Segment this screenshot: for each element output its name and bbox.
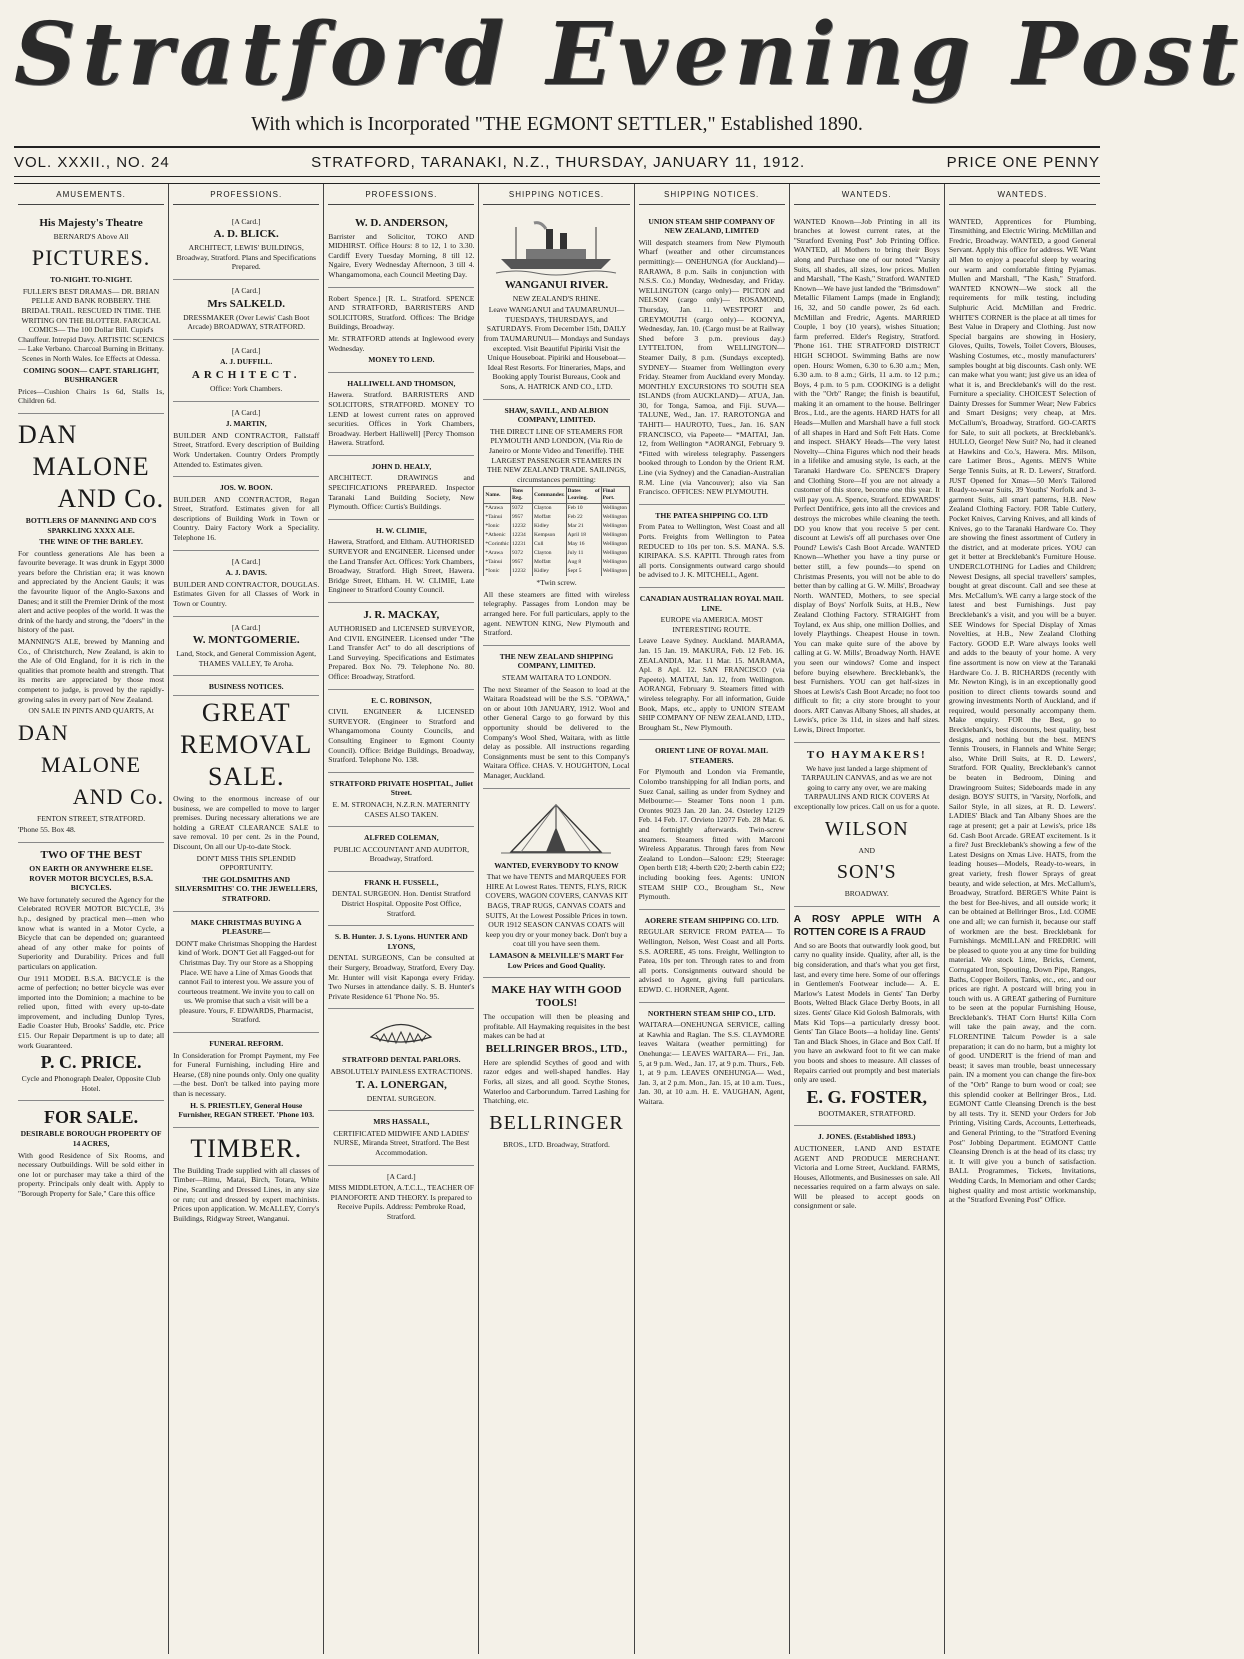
montgomerie-card [173, 617, 319, 677]
theatre-ad [18, 211, 164, 414]
union-heading: UNION STEAM SHIP COMPANY OF NEW ZEALAND, LIMITED [648, 216, 775, 236]
shaw-heading: SHAW, SAVILL, AND ALBION COMPANY, LIMITED. [504, 405, 609, 425]
healy-details: ARCHITECT. DRAWINGS and SPECIFICATIONS PREPARED. Inspector Taranaki Land Building Society, New Plymouth. Office: Curtis's Buildings. [328, 473, 475, 512]
shaw-savill-ad [483, 400, 629, 646]
on-sale: ON SALE IN PINTS AND QUARTS, At [28, 706, 154, 716]
table-cell: Mar 21 [566, 522, 601, 531]
wine-of-barley: THE WINE OF THE BARLEY. [39, 537, 143, 547]
masthead [14, 0, 1244, 142]
removal-sale-ad [173, 676, 319, 911]
table-cell: 9372 [510, 504, 532, 514]
table-row [484, 540, 629, 549]
great-heading: GREAT [201, 698, 291, 727]
northern-text: WAITARA—ONEHUNGA SERVICE, calling at Kawhia and Raglan. The S.S. CLAYMORE leaves Waitara (weather permitting) for Onehunga:— LEAVES WAITARA— Fri., Jan. 5, at 9 p.m. Wed., Jan. 17, at 9 p.m. Thurs., Feb. 1, at 9 p.m. LEAVES ONEHUNGA— Wed., Jan. 3, at 2 p.m. Mon., Jan. 15, at 10 a.m. Tues., Jan. 30, at 10 a.m. H. E. VAUGHAN, Agent, Waitara. [638, 1020, 785, 1106]
salkeld-name: Mrs SALKELD. [207, 297, 286, 310]
broadway: BROADWAY. [844, 889, 889, 899]
column-heading: WANTEDS. [794, 184, 940, 205]
canadian-text: Leave Leave Sydney. Auckland. MARAMA, Jan. 15 Jan. 19. MAKURA, Feb. 12 Feb. 16. ZEALANDIA, Mar. 11 Mar. 15. MARAMA, Apl. 8 Apl. 12. SAN FRANCISCO (via Papeete). MAITAI, Jan. 12, from Wellington. AORANGI, February 9. Steamers fitted with wireless telegraphy. For all information, Guide Book, Maps, etc., apply to UNION STEAM SHIP COMPANY OF NEW ZEALAND, LTD., Brougham St., New Plymouth. [638, 636, 785, 732]
northern-heading: NORTHERN STEAM SHIP CO., LTD. [647, 1008, 776, 1018]
column-professions-1 [169, 184, 324, 1654]
coming-soon: COMING SOON— CAPT. STARLIGHT, BUSHRANGER [23, 365, 159, 385]
climie-details: Hawera, Stratford, and Eltham. AUTHORISED SURVEYOR and ENGINEER. Licensed under the Land Transfer Act. Offices: York Chambers, Broadway, Stratford. High Street, Hawera. Bridge Street, Eltham. H. W. CLIMIE, Late Engineer to Stratford County Council. [328, 537, 475, 595]
fenton-street: FENTON STREET, STRATFORD. [36, 813, 146, 823]
hay-ad [483, 978, 629, 1156]
malone-heading: MALONE [32, 451, 150, 481]
anderson-card [328, 211, 474, 288]
nz-shipping-ad [483, 646, 629, 789]
card-label: [A Card.] [231, 285, 261, 295]
lonergan-details: DENTAL SURGEON. [366, 1093, 436, 1103]
manning-text: MANNING'S ALE, brewed by Manning and Co., of Christchurch, New Zealand, is akin to the Ale of Old England, for it is rich in the qualities that promote health and strength. That its merits are appreciated by those most competent to judge, is proved by the rapidly-growing sales in every part of New Zealand. [18, 637, 165, 704]
funeral-text: In Consideration for Prompt Payment, my Fee for Funeral Furnishing, including Hire and Hearse, (£8) nine pounds only. Only one quality—the best. Don't be talked into paying more than is necessary. [173, 1050, 320, 1099]
malone-heading-2: MALONE [41, 751, 142, 777]
shaw-more: All these steamers are fitted with wireless telegraphy. Passages from London may be arranged here. For full particulars, apply to the agent. NEWTON KING, New Plymouth and Stratford. [483, 589, 630, 638]
coleman-details: PUBLIC ACCOUNTANT AND AUDITOR, Broadway, Stratford. [333, 844, 470, 864]
apple-heading: A ROSY APPLE WITH A ROTTEN CORE IS A FRAUD [793, 913, 940, 938]
salkeld-details: DRESSMAKER (Over Lewis' Cash Boot Arcade) BROADWAY, STRATFORD. [183, 312, 310, 332]
dan-malone-ad [18, 414, 164, 843]
money-to-lend: MONEY TO LEND. [368, 355, 435, 365]
table-cell: Moffatt [533, 558, 567, 567]
table-cell: Feb 22 [566, 513, 601, 522]
borough-text: With good Residence of Six Rooms, and necessary Outbuildings. Will be sold either in one lot or purchaser may take a third of the property. Principals only dealt with. Apply to "Borough Property for Sale," Care this office [18, 1150, 165, 1198]
column-heading: AMUSEMENTS. [18, 184, 164, 205]
table-cell: *Athenic [484, 531, 511, 540]
healy-name: JOHN D. HEALY, [371, 461, 432, 471]
table-cell: Wellington [601, 522, 629, 531]
hunter-name: S. B. Hunter. J. S. Lyons. HUNTER AND LYONS, [334, 932, 468, 951]
hay-heading: MAKE HAY WITH GOOD TOOLS! [491, 984, 622, 1010]
table-cell: Wellington [601, 549, 629, 558]
table-cell: 9957 [510, 513, 532, 522]
union-steam-ad [639, 211, 785, 505]
wilson-heading: WILSON [824, 817, 909, 840]
columns [14, 183, 1100, 1654]
boon-name: JOS. W. BOON. [219, 483, 273, 493]
foster-name: E. G. FOSTER, [806, 1086, 928, 1107]
price: PRICE ONE PENNY [946, 153, 1100, 171]
column-shipping-2 [635, 184, 790, 1654]
coleman-name: ALFRED COLEMAN, [364, 833, 439, 843]
mackay-details: AUTHORISED and LICENSED SURVEYOR, And CIVIL ENGINEER. Licensed under "The Land Transfer Act" to do all descriptions of Land Surveying. Specifications and Estimates Prepared. Box No. 79. Telephone No. 80. Office: Broadway, Stratford. [328, 624, 475, 681]
table-cell: Kidley [533, 567, 567, 576]
aorere-text: REGULAR SERVICE FROM PATEA— To Wellington, Nelson, West Coast and all Ports. S.S. AORERE, 45 tons. Freight, Wellington to Patea, 10s per ton. Through rates to and from all ports. Consignments outward should be advised to Agent, giving full particulars. EDWD. C. HORNER, Agent. [638, 927, 785, 994]
theatre-sub: BERNARD'S Above All [53, 231, 129, 241]
removal-heading: REMOVAL [180, 730, 313, 759]
healy-card [328, 456, 474, 520]
funeral-heading: FUNERAL REFORM. [209, 1039, 284, 1049]
jones-ad [794, 1126, 940, 1218]
pc-price: P. C. PRICE. [40, 1052, 142, 1073]
card-label: [A Card.] [387, 1171, 416, 1181]
card-label: [A Card.] [231, 556, 261, 566]
place-date: STRATFORD, TARANAKI, N.Z., THURSDAY, JANUARY 11, 1912. [311, 153, 806, 171]
column-heading: WANTEDS. [949, 184, 1096, 205]
column-heading: SHIPPING NOTICES. [483, 184, 629, 205]
robinson-name: E. C. ROBINSON, [371, 695, 432, 705]
duffill-name: A. J. DUFFILL. [220, 357, 273, 367]
fussell-card [328, 872, 474, 926]
blick-card [173, 211, 319, 280]
stratford-inglewood: Mr. STRATFORD attends at Inglewood every Wednesday. [328, 333, 475, 353]
nzship-heading: THE NEW ZEALAND SHIPPING COMPANY, LIMITED. [499, 651, 614, 671]
and-word: AND [858, 845, 875, 855]
table-row [484, 549, 629, 558]
table-cell: *Arawa [484, 549, 511, 558]
waitara-london: STEAM WAITARA TO LONDON. [501, 673, 612, 683]
halliwell-name: HALLIWELL AND THOMSON, [347, 378, 456, 388]
borough-property: DESIRABLE BOROUGH PROPERTY OF 14 ACRES, [20, 1129, 162, 1149]
price-dealer: Cycle and Phonograph Dealer, Opposite Club Hotel. [21, 1074, 161, 1093]
tonight: TO-NIGHT. TO-NIGHT. [50, 275, 132, 285]
hay-more: Here are splendid Scythes of good and with razor edges and well-shaped handles. Hay Forks, all sizes, and all good. Scythe Stones, Waterloo and Carborundum. Tarred Lashing for Thatching, etc. [483, 1057, 630, 1106]
table-cell: *Corinthic [485, 541, 509, 548]
masthead-title: Stratford Evening Post [14, 4, 1244, 105]
table-row [484, 567, 629, 576]
york-office: Office: York Chambers. [210, 383, 283, 393]
table-cell: Moffatt [533, 513, 567, 522]
wanganui-heading: WANGANUI RIVER. [504, 278, 609, 291]
for-sale-ad [18, 1101, 164, 1205]
business-notices-heading: BUSINESS NOTICES. [173, 682, 319, 696]
hunter-card [328, 926, 474, 1009]
boon-details: BUILDER AND CONTRACTOR, Regan Street, Stratford. Estimates given for all descriptions of Building Work in Town or Country. Dairy Factory Work a Speciality. Telephone 16. [173, 494, 320, 543]
climie-card [328, 520, 474, 603]
canadian-heading: CANADIAN AUSTRALIAN ROYAL MAIL LINE. [639, 593, 784, 613]
table-cell: 12234 [510, 531, 532, 540]
northern-ad [639, 1003, 785, 1114]
bicycle-ad [18, 843, 164, 1101]
hospital-name: STRATFORD PRIVATE HOSPITAL, Juliet Street. [329, 778, 474, 798]
two-best: TWO OF THE BEST [40, 848, 142, 861]
table-row [484, 513, 629, 522]
patea-heading: THE PATEA SHIPPING CO. LTD [655, 510, 768, 520]
table-cell: Sept 5 [566, 567, 601, 576]
halliwell-details: Hawera. Stratford. BARRISTERS AND SOLICITORS, STRATFORD. MONEY TO LEND at lowest current rates on approved securities. Offices in York Chambers, Broadway. Herbert Halliwell] [Percy Thomson Hawera. Stratford. [328, 390, 475, 448]
dan-heading: DAN [18, 419, 78, 449]
mackay-name: J. R. MACKAY, [363, 609, 440, 621]
spence-card [328, 288, 474, 373]
jones-text: AUCTIONEER, LAND AND ESTATE AGENT AND PRODUCE MERCHANT. Victoria and Lorne Street, Auckland. FARMS, Houses, Allotments, and Businesses on sale. All necessaries required on a farm always on sale. Will be pleased to accept goods on consignment or sale. [793, 1143, 940, 1211]
canadian-ad [639, 588, 785, 740]
orient-text: For Plymouth and London via Fremantle, Colombo transhipping for all Indian ports, and Suez Canal, sailing as under from Sydney and Melbourne:— Steamer Tons noon 1 p.m. Orontes 9023 Jan. 20 Jan. 24. Osterley 12129 Feb. 14 Feb. 17. Orvieto 12077 Feb. 28 Mar. 6. and fortnightly afterwards. Twin-screw steamers. Steamers fitted with Marconi Wireless Apparatus. Through fares from New Zealand to London—Saloon: £29; Steerage: Open berth £18; 4-berth £20; 2-berth cabin £22; including booking fees. Agents: UNION STEAM SHIP CO., Brougham St., New Plymouth. [638, 767, 785, 902]
table-cell: *Ionic [484, 522, 511, 531]
table-cell: Kempson [533, 531, 567, 540]
table-cell: Kidley [533, 522, 567, 531]
robinson-details: CIVIL ENGINEER & LICENSED SURVEYOR. (Engineer to Stratford and Whangamomona County Councils, and Consulting Engineer to Egmont County Council). Office: Bridge Buildings, Broadway, Stratford. Telephone No. 138. [328, 707, 475, 765]
table-cell: Wellington [601, 504, 629, 514]
table-cell: 12231 [510, 540, 532, 549]
table-row [484, 522, 629, 531]
table-row [484, 504, 629, 514]
theatre-prices: Prices—Cushion Chairs 1s 6d, Stalls 1s, Children 6d. [18, 386, 165, 406]
funeral-ad [173, 1033, 319, 1128]
bellringer-heading: BELLRINGER [489, 1111, 624, 1134]
table-row [484, 531, 629, 540]
card-label: [A Card.] [231, 622, 261, 632]
andco-heading-2: AND Co. [72, 783, 165, 809]
table-header-cell: Tons Reg. [510, 487, 532, 504]
orient-ad [639, 740, 785, 910]
hassall-card [328, 1111, 474, 1165]
haymakers-heading: TO HAYMAKERS! [806, 748, 927, 761]
bike-models: ON EARTH OR ANYWHERE ELSE. ROVER MOTOR BICYCLES, B.S.A. BICYCLES. [29, 863, 153, 893]
boots-ad [794, 907, 940, 1127]
bsa-text: Our 1911 MODEL B.S.A. BICYCLE is the acme of perfection; no better bicycle was ever imported into the Dominion; a machine to be relied upon, fitted with every up-to-date improvement, and including Dunlop Tyres, Eadie Coaster Hub, Brooks' Saddle, etc. Price £15. Our Repair Department is up to date; all work Guaranteed. [18, 973, 165, 1050]
table-header-cell: Dates of Leaving. [566, 487, 601, 504]
martin-name: J. MARTIN, [225, 419, 267, 429]
climie-name: H. W. CLIMIE, [375, 525, 427, 535]
table-cell: *Ionic [484, 567, 511, 576]
ale-text: For countless generations Ale has been a favourite beverage. It was drunk in Egypt 3000 years before the Christian era; it was known and appreciated by the Ancient Gauls; it was the favourite liquor of the Anglo-Saxons and Danes; and it still the Premier Drink of the most alert and active peoples of the world. It was the drink of the hardy and strong, the "doers" in the history of the past. [18, 548, 165, 635]
aorere-heading: AORERE STEAM SHIPPING CO. LTD. [644, 915, 779, 925]
lonergan-name: T. A. LONERGAN, [355, 1078, 447, 1091]
goldsmiths: THE GOLDSMITHS AND SILVERSMITHS' CO. THE JEWELLERS, STRATFORD. [174, 874, 318, 903]
for-sale-heading: FOR SALE. [44, 1107, 139, 1128]
removal-text: Owing to the enormous increase of our business, we are compelled to move to larger premises. During necessary alterations we are holding a GREAT CLEARANCE SALE to save removal. 10 per cent. 2s in the Pound, Discount, On all our Up-to-date Stock. [173, 794, 320, 851]
hay-text: The occupation will then be pleasing and profitable. All Haymaking requisites in the best makes can be had at [483, 1012, 630, 1041]
davis-name: A. J. DAVIS. [225, 568, 267, 578]
hassall-details: CERTIFICATED MIDWIFE AND LADIES' NURSE, Miranda Street, Stratford. The Best Accommodation. [333, 1128, 470, 1157]
priestley: H. S. PRIESTLEY, General House Furnisher, REGAN STREET. 'Phone 103. [178, 1100, 315, 1120]
masthead-subtitle: With which is Incorporated "THE EGMONT SETTLER," Established 1890. [251, 113, 863, 135]
bottlers: BOTTLERS OF MANNING AND CO'S SPARKLING XXXX ALE. [25, 515, 157, 535]
dont-miss: DON'T MISS THIS SPLENDID OPPORTUNITY. [196, 853, 296, 873]
mackay-card [328, 603, 474, 690]
hunter-details: DENTAL SURGEONS, Can be consulted at their Surgery, Broadway, Stratford, Every Day. Mr. Hunter will visit Kaponga every Friday. Two Nurses in attendance daily. S. B. Hunter's Private Residence 61 'Phone No. 95. [328, 953, 475, 1001]
column-wanteds-2 [945, 184, 1100, 1654]
teeth-icon [366, 1017, 436, 1051]
table-header-cell: Name. [484, 487, 511, 504]
davis-details: BUILDER AND CONTRACTOR, DOUGLAS. Estimates Given for all Classes of Work in Town or Country. [173, 579, 320, 609]
duffill-card [173, 340, 319, 402]
tents-ad [483, 789, 629, 979]
union-text: Will despatch steamers from New Plymouth Wharf (weather and other circumstances permitting):— ONEHUNGA (for Auckland)— RARAWA, 8 p.m. Sails in conjunction with N.S.S. Co.) Monday, Wednesday, and Friday. WELLINGTON (cargo only)— PICTON and NELSON (cargo only)— ROSAMOND, Thursday, Jan. 11. WESTPORT and GREYMOUTH (cargo only)— KOONYA, Wednesday, Jan. 10. (Cargo must be at Railway Shed before 3 p.m. previous day.) LYTTELTON, from WELLINGTON— Steamer Daily, 8 p.m. (Sundays excepted). SYDNEY— Steamer from Wellington every Friday. Steamer from Auckland every Monday. MONTHLY EXCURSIONS TO SOUTH SEA ISLANDS (from AUCKLAND)— ATUA, Jan. 30, for Tonga, Samoa, and Fiji. SUVA— TALUNE, Wed., Jan. 17. RAROTONGA and TAHITI— HAUROTO, Tues., Jan. 16. SAN FRANCISCO, via Papeete— *MAITAI, Jan. 12, from Wellington *AORANGI, February 9. *Fitted with wireless telegraphy. Passengers booked through to London by the Orient R.M. Line (via Sydney) and the Canadian-Australian R.M. Line (via Vancouver); also via San Francisco. OFFICES: NEW PLYMOUTH. [638, 237, 785, 497]
apple-text: And so are Boots that outwardly look good, but carry no quality inside. Quality, after all, is the big consideration, and that's what you get first, last, and every time here. Some of our offerings in Gentlemen's Footwear include— A. E. Marlow's Latest Models in Gents' Tan Derby Boots, Welted Black Glace Derby Boots, in all sizes. Gents' Glace Kid Golosh Balmorals, with Mats Kid Tops—a particularly dressy boot. Gents' Tan Glace Boots—a holiday line. Gents' Tan and Black Shoes, in Glace and Box Calf. If you have an awkward foot to fit we can make you boots and shoes to measure. All classes of Repairs carried out promptly and best materials only are used. [793, 940, 940, 1085]
montgomerie-name: W. MONTGOMERIE. [192, 634, 300, 647]
sailings-table [483, 486, 629, 576]
table-cell: April 18 [566, 531, 601, 540]
wanteds-list-2 [949, 211, 1096, 1212]
table-cell: Cull [533, 540, 567, 549]
fussell-details: DENTAL SURGEON. Hon. Dentist Stratford District Hospital. Opposite Post Office, Stratford. [331, 889, 471, 918]
spence-details: Robert Spence.] [R. L. Stratford. SPENCE AND STRATFORD, BARRISTERS AND SOLICITORS, Stratford. Offices: The Bridge Buildings, Broadway. [328, 293, 475, 332]
table-header-cell: Final Port. [601, 487, 629, 504]
wanganui-text: Leave WANGANUI and TAUMARUNUI— TUESDAYS, THURSDAYS, and SATURDAYS. From December 15th, DAILY from TAUMARUNUI— Mondays and Sundays excepted. Visit Beautiful Pipiriki Visit the Unique Houseboat. Pipiriki and Houseboat—Ideal Rest Resorts. For Itineraries, Maps, and Booking apply Tourist Bureaus, Cook and Sons, A. HATRICK AND CO., LTD. [483, 305, 630, 391]
bellringer-ltd: BELLRINGER BROS., LTD., [485, 1042, 628, 1055]
wanteds-list [794, 211, 940, 743]
twin-screw: *Twin screw. [536, 578, 577, 588]
table-cell: 9372 [510, 549, 532, 558]
table-cell: Wellington [601, 540, 629, 549]
table-cell: *Tainui [484, 513, 511, 522]
column-professions-2 [324, 184, 479, 1654]
patea-ad [639, 505, 785, 588]
table-cell: 12232 [510, 522, 532, 531]
anderson-name: W. D. ANDERSON, [354, 216, 448, 229]
hospital-card [328, 773, 474, 827]
tents-text: That we have TENTS and MARQUEES FOR HIRE At Lowest Rates. TENTS, FLYS, RICK COVERS, WAGON COVERS, CANVAS KIT BAGS, TRAP RUGS, CANVAS COATS and SUITS, At the Lowest Possible Prices in town. OUR 1912 SEASON CANVAS COATS will keep you dry or your money back. Don't buy a coat till you have seen them. [485, 872, 628, 949]
halliwell-card [328, 373, 474, 456]
table-cell: *Arawa [484, 504, 511, 514]
rhine: NEW ZEALAND'S RHINE. [512, 293, 601, 303]
bros-ltd: BROS., LTD. Broadway, Stratford. [503, 1139, 610, 1149]
wanganui-river-ad [483, 211, 629, 400]
steamship-icon [496, 219, 616, 275]
timber-text: The Building Trade supplied with all classes of Timber—Rimu, Matai, Birch, Totara, White Pine, Scantling and Dressed Lines, in any size or run; cut and dressed by expert machinists. Prices upon application. W. McALLEY, Corry's Buildings, Ridgway Street, Wanganui. [173, 1165, 320, 1223]
table-cell: Clayton [533, 504, 567, 514]
drama-list: FULLER'S BEST DRAMAS— DR. BRIAN PELLE AND BANK ROBBERY. THE BRIDAL TRAIL. RESCUED IN TIME. THE WRITING ON THE BLOTTER. FARCICAL COMICS— The 100 Dollar Bill. Cupid's Chauffeur. Intrepid Davy. ARTISTIC SCENICS— Lake Verbano. Charcoal Burning in Brittany. Scenes in North Wales. Ice Effects at Odessa. [18, 286, 165, 363]
nzship-text: The next Steamer of the Season to load at the Waitara Roadstead will be the S.S. "OPAWA," on or about 10th JANUARY, 1912. Wool and other General Cargo to go forward by this opportunity should be delivered to the Company's Wool Shed, Waitara, with as little delay as possible. All instructions regarding Consignments must be sent to this Company's Waitara Office. CHAS. V. HOUGHTON, Local Manager, Auckland. [483, 684, 630, 780]
architect-title: ARCHITECT. [191, 368, 301, 381]
aorere-ad [639, 910, 785, 1003]
martin-details: BUILDER AND CONTRACTOR, Fallstaff Street, Stratford. Every description of Building Work Undertaken. Country Orders Promptly Attended to. Estimates given. [173, 430, 320, 469]
shaw-text: THE DIRECT LINE OF STEAMERS FOR PLYMOUTH AND LONDON, (Via Rio de Janeiro or Monte Video and Teneriffe). THE LARGEST PASSENGER STEAMERS IN THE NEW ZEALAND TRADE. SAILINGS, circumstances permitting: [487, 426, 626, 484]
wanted-everybody: WANTED, EVERYBODY TO KNOW [494, 860, 619, 870]
sale-heading: SALE. [207, 762, 285, 791]
foster-sub: BOOTMAKER, STRATFORD. [818, 1108, 916, 1118]
painless: ABSOLUTELY PAINLESS EXTRACTIONS. [330, 1067, 473, 1076]
column-heading: SHIPPING NOTICES. [639, 184, 785, 205]
card-label: [A Card.] [231, 345, 261, 355]
boon-card [173, 477, 319, 551]
davis-card [173, 551, 319, 617]
blick-details: ARCHITECT, LEWIS' BUILDINGS, Broadway, Stratford. Plans and Specifications Prepared. [176, 243, 316, 272]
haymakers-text: We have just landed a large shipment of TARPAULIN CANVAS, and as we are not going to carry any over, we are making TARPAULINS AND RICK COVERS At exceptionally low prices. Call on us for a quote. [794, 763, 940, 812]
haymakers-ad [794, 743, 940, 907]
stronach: E. M. STRONACH, N.Z.R.N. MATERNITY CASES ALSO TAKEN. [332, 799, 471, 819]
table-row [484, 558, 629, 567]
wanteds-text-2: WANTED, Apprentices for Plumbing, Tinsmithing, and Electric Wiring. McMillan and Fredric, Broadway. WANTED, a good General Servant. Apply this office for address. WE Want all Men to enjoy a peaceful sleep by wearing our warm and comfortable fitting Pyjamas. Mullen and Marshall, "The Kash," Stratford. WANTED KNOWN—We stock all the requirements for milk testing, including Sulphuric Acid. McMillan and Fredric. WHITE'S CORNER is the place at all times for Best Value in Drapery and Clothing. Just now Special bargains are showing in Hosiery, Gloves, Quilts, Towels, Toilet Covers, Blouses, Washing Costumes, etc., mostly manufacturers' samples bought at big discounts. Cash only. WE can make what you want; just give us an idea of what it is, and Brecklebank's will do the rest. Furniture a speciality. CHOICEST Selection of Dainty Dresses for Summer Wear; New Fabrics and Smart Designs; very cheap, at Mrs. McCallum's, Broadway, Stratford. GO-CARTS for Sale, to suit all pockets, at Brecklebank's. HULLO, George! New Suit? No, had it cleaned at Hawkins and Co.'s, Hawera. Mrs. Milson, care Latimer Bros., Agents. MEN'S White Serge Tennis Suits, at R. D. Lewers', Stratford. JUST Opened for Xmas—50 Men's Tailored Ready-to-wear Suits, 39 Youths' Norfolk and 3-garment Suits, all smart patterns, H.B. New Zealand Clothing Factory. FOR Table Cutlery, Pocket Knives, Carving Knives, and all kinds of Knives, go to the Taranaki Hardware Co. They are showing the finest assortment of Cutlery in the district, and at moderate prices. YOU can get it better at Brecklebank's Furniture House. UNDERCLOTHING for Ladies and Children; Newest Designs, all special travellers' samples, bought at great discount. Call and see these at Mrs. McCallum's. WE carry a large stock of the latest and best Furnishings. Just pay Brecklebank's a visit, and you will be a buyer. SEE Windows for Special Display of Xmas Novelties, at H.B., New Zealand Clothing Factory. GOOD E.P. Ware always looks well and adds to the beauty of your home. A very fine assortment is now on view at the Taranaki Hardware Co. J. B. RICHARDS (recently with Mr. Newton King), is in an exceptionally good position to direct clients towards sound and growing investments North of Auckland, and if required, would personally accompany them. Make enquiry. FOR the Best, go to Brecklebank's, best discounts, best quality, best designs, and nothing but the best. MEN'S Tennis Trousers, in Flannels and White Serge; also, White Drill Suits, at R. D. Lewers', Stratford. FOR Quality, Brecklebank's cannot be beaten in Bedroom, Dining and Drawingroom Suites; Sideboards made in any design. BOYS' SUITS, in 'Varsity, Norfolk, and Sailor Style, in all sizes, at R. D. Lewers'. LADIES' Black and Tan Albany Shoes are the rage at present; get a pair at Lewis's, price 18s 6d. Cash Boot Arcade. GREAT excitement. Is it a fire? Just Brecklebank's showing a few of the Latest Designs on Xmas Live. HATS, from the leading houses—Models, Ready-to-wears, in great variety, fresh flower Sprays of great beauty, and wide selection, at Mrs. McCallum's, Broadway, Stratford. BERGE'S White Paint is the best for Bee-hives, and all outside work; it can be obtained at Bellringer Bros., Ltd. COME one and all; we can furnish it, because our staff of workmen are the best. Brecklebank for Furnishings. McMILLAN and FREDRIC will be pleased to quote you at any time for building material. We stock Lime, Bricks, Cement, Corrugated Iron, Spouting, Down Pipe, Ranges, Baths, Copper Boilers, Tanks, etc., etc., and our prices are right. A postcard will bring you in touch with us. A GREAT gathering of Furniture to be seen at the popular Furnishing House, Brecklebank's. THAT Corn Hurts! Killa Corn will take the pain away, and the corn. FLORENTINE Talcum Powder is a sale preparation; it can do no harm, but a mighty lot of good. UNDERIT is the friend of man and beast; it saves man trouble, beast unnecessary pain. IN a moment you can change the fire-box of the "Orb" Range to burn wood or coal; see this splendid cooker at Bellringer Bros., Ltd. EGMONT Cattle Cleansing Drench is the best by all tests. Try it. SEND your Orders for Job Printing, Visiting Cards, Accounts, Letterheads, and General Printing, to the "Stratford Evening Post" Jobbing Department. EGMONT Cattle Cleansing Drench is at the head of its class; try it. It will give you a bunch of satisfaction. BALL Programmes, Tickets, Invitations, Wedding Cards, In Memoriam and other Cards; highest quality and most artistic workmanship, at the "Stratford Evening Post" Office. [948, 216, 1096, 1205]
fussell-name: FRANK H. FUSSELL, [364, 877, 439, 887]
column-shipping-1 [479, 184, 634, 1654]
dental-parlors-ad [328, 1009, 474, 1111]
middleton-details: MISS MIDDLETON, A.T.C.L., TEACHER OF PIANOFORTE AND THEORY. Is prepared to Receive Pupils. Address: Pembroke Road, Stratford. [328, 1183, 474, 1221]
dateline [14, 146, 1100, 177]
orient-heading: ORIENT LINE OF ROYAL MAIL STEAMERS. [655, 746, 769, 765]
table-cell: Wellington [601, 567, 629, 576]
christmas-text: DON'T make Christmas Shopping the Hardest kind of Work. DON'T Get all Fagged-out for Christmas Day. Try our Store as a Shopping Place. WE have a Line of Xmas Goods that cannot Fail to interest you. We assure you of courteous treatment. We invite you to call on us. We promise that such a visit will be a pleasure. Yours, F. EDWARDS, Pharmacist, Stratford. [175, 938, 317, 1025]
christmas-heading: MAKE CHRISTMAS BUYING A PLEASURE— [190, 917, 302, 937]
tent-icon [501, 797, 611, 857]
patea-text: From Patea to Wellington, West Coast and all Ports. Freights from Wellington to Patea REDUCED to 10s per ton. S.S. MANA. S.S. KIRIPAKA. S.S. KAPITI. Through rates from all ports. Consignments outward cargo should be advised to J. K. MITCHELL, Agent. [638, 522, 785, 580]
table-cell: July 11 [566, 549, 601, 558]
timber-ad [173, 1128, 319, 1231]
volume-number: VOL. XXXII., NO. 24 [14, 153, 170, 171]
hassall-name: MRS HASSALL, [373, 1117, 430, 1127]
pictures-heading: PICTURES. [31, 245, 151, 271]
table-cell: Clayton [533, 549, 567, 558]
timber-heading: TIMBER. [190, 1133, 303, 1163]
table-cell: *Tainui [484, 558, 511, 567]
column-heading: PROFESSIONS. [173, 184, 319, 205]
table-header-cell: Commander. [533, 487, 567, 504]
lamason: LAMASON & MELVILLE'S MART For Low Prices and Good Quality. [489, 950, 624, 970]
anderson-details: Barrister and Solicitor, TOKO AND MIDHIRST. Office Hours: 8 to 12, 1 to 3.30. Cardiff Every Tuesday Morning, 8 till 12. Ngaire, Every Wednesday Afternoon, 3 till 4. Whangamomona, each Council Meeting Day. [328, 231, 475, 279]
column-amusements [14, 184, 169, 1654]
table-cell: Wellington [601, 513, 629, 522]
dan-heading-2: DAN [18, 719, 69, 745]
table-cell: May 16 [566, 540, 601, 549]
montgomerie-details: Land, Stock, and General Commission Agent, THAMES VALLEY, Te Aroha. [176, 649, 317, 668]
martin-card [173, 402, 319, 478]
coleman-card [328, 827, 474, 872]
table-cell: 12232 [510, 567, 532, 576]
phone-box: 'Phone 55. Box 48. [18, 825, 76, 835]
table-cell: Aug 8 [566, 558, 601, 567]
table-cell: 9957 [510, 558, 532, 567]
card-label: [A Card.] [231, 216, 261, 226]
middleton-card [328, 1166, 474, 1229]
andco-heading: AND Co. [57, 483, 165, 513]
table-cell: Wellington [601, 558, 629, 567]
card-label: [A Card.] [231, 407, 261, 417]
theatre-name: His Majesty's Theatre [39, 216, 143, 229]
jones-name: J. JONES. (Established 1893.) [818, 1132, 916, 1142]
rover-text: We have fortunately secured the Agency for the Celebrated ROVER MOTOR BICYCLE, 3½ h.p., designed by practical men—men who know what is wanted in a Motor Cycle, a Bicycle that can be depended on; guaranteed ahead of any other make for points of Superiority and Durability. Prices and full particulars on application. [18, 894, 165, 971]
blick-name: A. D. BLICK. [213, 228, 279, 241]
parlors-name: STRATFORD DENTAL PARLORS. [342, 1055, 461, 1065]
sons-heading: SON'S [836, 861, 897, 884]
table-cell: Wellington [601, 531, 629, 540]
wanteds-text: WANTED Known—Job Printing in all its branches at lowest current rates, at the "Stratford Evening Post" Job Printing Office. WANTED, all Mothers to bring their Boys along and Purchase one of our noted "Varsity Suits, all shades, all sizes, low prices. Mullen and Marshall, "The Kash," Stratford. WANTED Known—We have just landed the "Brimsdown" Metallic Filament Lamps (made in England); 16, 32, and 50 candle power, 2s 6d each. McMillan and Fredric, Agents. MARRIED Couple, 1 boy (10 years), wishes Situation; farm preferred. Elder's Registry, Stratford. 'Phone 161. THE STRATFORD DISTRICT HIGH SCHOOL Swimming Baths are now open. Hours: Women, 6.30 to 6.30 a.m.; Men, 6.30 a.m. to 8 a.m.; Girls, 11 a.m. to 12 p.m.; Boys, 4 p.m. to 5 p.m. COOKING is a delight with the "Orb" Range; the finish is beautiful, making it an ornament to the house. Bellringer Bros., Ltd., are the agents. HARD HATS for all Heads—Mullen and Marshall have a full stock of all shapes in Hard and Soft Felt Hats. Come and inspect. SHAKY Heads—The very latest Novelty—China Figures which nod their heads in a lifelike and amusing style, 1s each, at the Taranaki Hardware Co. SPENCE'S Drapery and Clothing Store—If you are not already a customer of this store, become one this year. It will pay you. A. Spence, Stratford. EDWARDS' Perfect Dentifrice, gets into all the crevices and destroys the microbes while cleaning the teeth. DO you know that you receive 5 per cent. discount at Lewis's off all purchases over One Pound? Lewis's Cash Boot Arcade. WANTED Known—Whether you have a tiny purse or better still, a few pounds—to spend on Christmas Presents, you will not be able to do better than by calling at G. W. Mills', Broadway North. WANTED, Mothers, to see special display of Boys' Norfolk Suits, at H.B., New Zealand Clothing Factory. STRAIGHT from Toyland, ex Aus ship, one million Dollies, and lovely Playthings. Cheapest House in town. You can make quite sure of the above by calling at G. W. Mills', Broadway North. HAVE you seen our windows? Come and inspect before buying elsewhere. Brecklebank's, the best Furnishers. YOU can get half-sizes in Shoes at Lewis's Cash Boot Arcade; no foot too difficult to fit; a city store brought to your doors. ART Canvas Albany Shoes, all shades, at Lewis's, price 3s 11d, in sizes and half sizes. Lewis, Direct Importer. [793, 216, 940, 735]
europe-route: EUROPE via AMERICA. MOST INTERESTING ROUTE. [660, 615, 763, 634]
salkeld-card [173, 280, 319, 340]
christmas-ad [173, 912, 319, 1034]
table-cell: Feb 10 [566, 504, 601, 514]
column-heading: PROFESSIONS. [328, 184, 474, 205]
robinson-card [328, 690, 474, 773]
column-wanteds-1 [790, 184, 945, 1654]
